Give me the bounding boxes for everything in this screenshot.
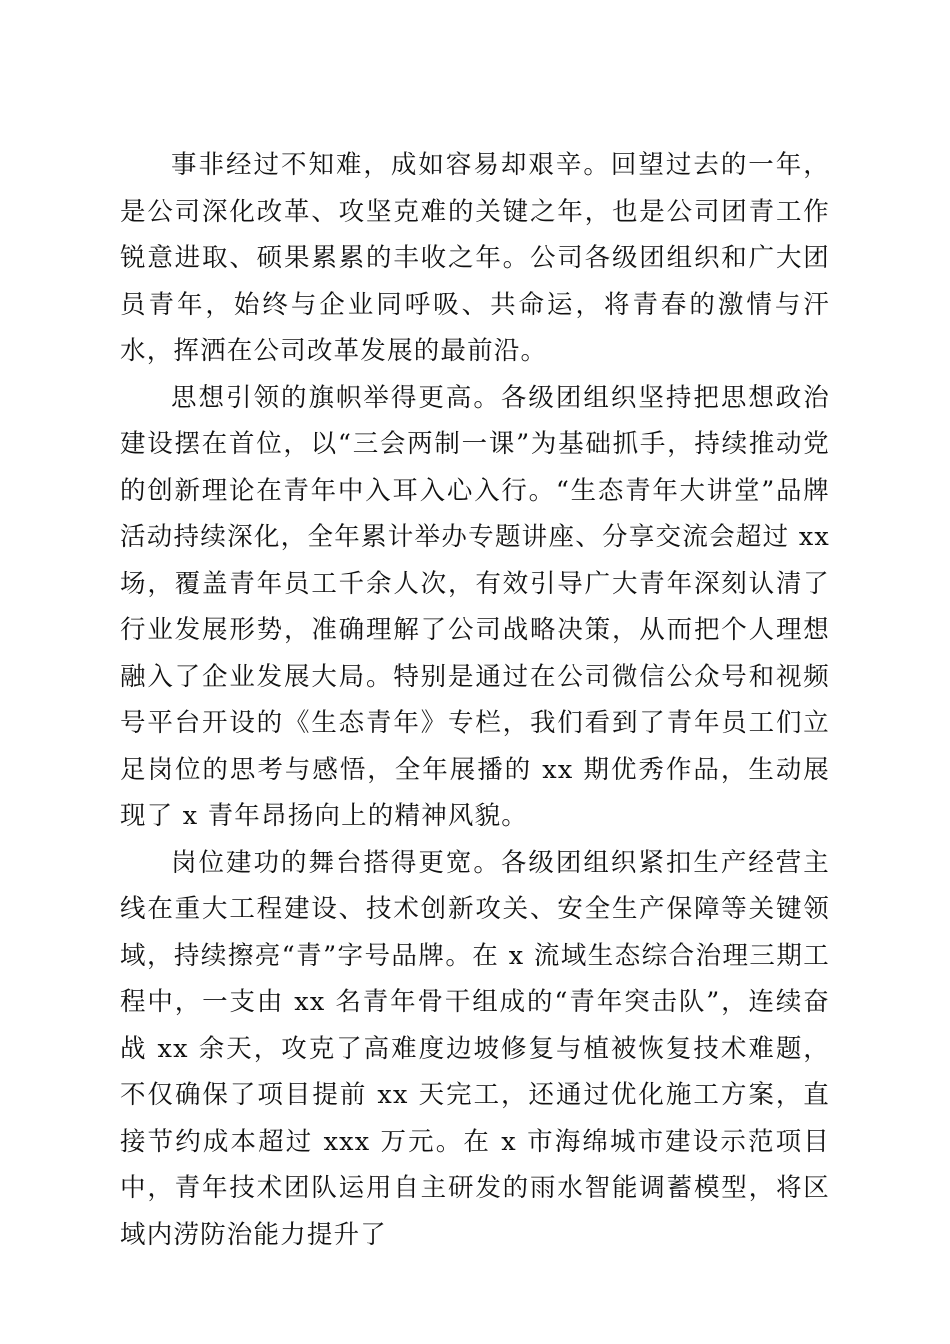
paragraph-review-of-year: 事非经过不知难，成如容易却艰辛。回望过去的一年，是公司深化改革、攻坚克难的关键之年，也是公司团青工作锐意进取、硕果累累的丰收之年。公司各级团组织和广大团员青年，始终与企业同呼吸、共命运，将青春的激情与汗水，挥洒在公司改革发展的最前沿。 <box>120 150 830 366</box>
paragraph-ideological-guidance: 思想引领的旗帜举得更高。各级团组织坚持把思想政治建设摆在首位，以“三会两制一课”为基础抓手，持续推动党的创新理论在青年中入耳入心入行。“生态青年大讲堂”品牌活动持续深化，全年累计举办专题讲座、分享交流会超过 xx 场，覆盖青年员工千余人次，有效引导广大青年深刻认清了行业发展形势，准确理解了公司战略决策，从而把个人理想融入了企业发展大局。特别是通过在公司微信公众号和视频号平台开设的《生态青年》专栏，我们看到了青年员工们立足岗位的思考与感悟，全年展播的 xx 期优秀作品，生动展现了 x 青年昂扬向上的精神风貌。 <box>120 382 830 831</box>
paragraph-post-contribution: 岗位建功的舞台搭得更宽。各级团组织紧扣生产经营主线在重大工程建设、技术创新攻关、安全生产保障等关键领域，持续擦亮“青”字号品牌。在 x 流域生态综合治理三期工程中，一支由 xx 名青年骨干组成的“青年突击队”，连续奋战 xx 余天，攻克了高难度边坡修复与植被恢复技术难题，不仅确保了项目提前 xx 天完工，还通过优化施工方案，直接节约成本超过 xxx 万元。在 x 市海绵城市建设示范项目中，青年技术团队运用自主研发的雨水智能调蓄模型，将区域内涝防治能力提升了 <box>120 847 830 1250</box>
body-text <box>120 142 830 1258</box>
